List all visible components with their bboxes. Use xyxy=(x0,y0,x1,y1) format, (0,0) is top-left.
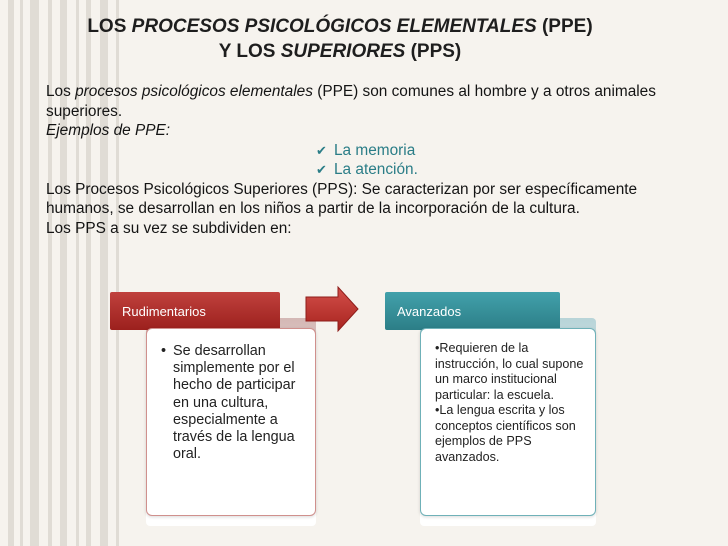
avanzados-detail xyxy=(420,328,596,516)
title-line-1: LOS PROCESOS PSICOLÓGICOS ELEMENTALES (PPE) xyxy=(87,16,593,37)
list-item: ✔ La memoria xyxy=(316,141,416,159)
rudimentarios-detail xyxy=(146,328,316,516)
list-item: ✔ La atención. xyxy=(316,161,418,178)
list-item: •Requieren de la instrucción, lo cual supone un marco institucional particular: la escuela. xyxy=(435,341,584,402)
slide-body xyxy=(46,82,686,238)
rudimentarios-header: Rudimentarios xyxy=(110,292,280,330)
slide-title xyxy=(60,14,620,64)
examples-label: Ejemplos de PPE: xyxy=(46,122,171,139)
title-line-2: Y LOS SUPERIORES (PPS) xyxy=(218,41,462,62)
subdivide-paragraph: Los PPS a su vez se subdividen en: xyxy=(46,219,292,237)
right-arrow-icon xyxy=(304,285,360,333)
pps-paragraph: Los Procesos Psicológicos Superiores (PPS): Se caracterizan por ser específicamente humanos, se desarrollan en los niños a partir de la incorporación de la cultura. xyxy=(46,180,638,217)
checkmark-icon: ✔ xyxy=(316,162,327,177)
ppe-examples-list xyxy=(46,141,686,180)
intro-paragraph: Los procesos psicológicos elementales (PPE) son comunes al hombre y a otros animales superiores. xyxy=(46,83,656,120)
checkmark-icon: ✔ xyxy=(316,142,327,158)
list-item: •La lengua escrita y los conceptos científicos son ejemplos de PPS avanzados. xyxy=(435,403,576,464)
bullet: • xyxy=(161,343,167,359)
list-item: • Se desarrollan simplemente por el hecho de participar en una cultura, especialmente a través de la lengua oral. xyxy=(161,343,296,463)
avanzados-header: Avanzados xyxy=(385,292,560,330)
